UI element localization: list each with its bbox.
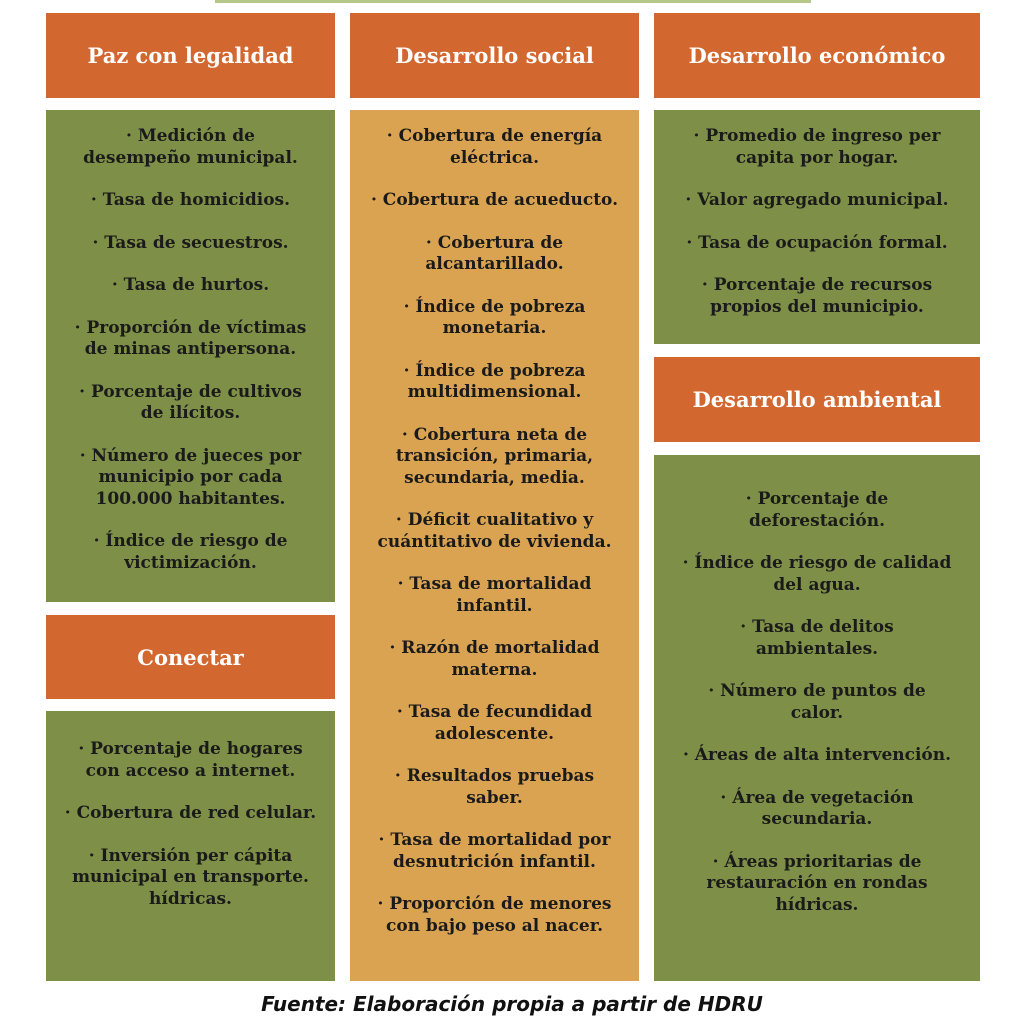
list-item: · Tasa de fecundidad adolescente. [396, 702, 593, 744]
list-item: · Índice de riesgo de victimización. [93, 531, 288, 573]
header-conectar [46, 615, 335, 699]
header-desarrollo-ambiental [654, 357, 980, 442]
header-desarrollo-social [350, 13, 639, 98]
list-item: · Cobertura de alcantarillado. [425, 232, 564, 274]
list-item: · Áreas de alta intervención. [682, 745, 952, 765]
header-social-label: Desarrollo social [395, 43, 594, 68]
box-conectar [46, 711, 335, 981]
list-item: · Número de jueces por municipio por cada 100.000 habitantes. [79, 445, 302, 509]
box-desarrollo-economico [654, 110, 980, 344]
header-ambiental-label: Desarrollo ambiental [692, 387, 942, 412]
list-item: · Tasa de homicidios. [90, 190, 291, 210]
list-item: · Porcentaje de cultivos de ilícitos. [79, 381, 302, 423]
list-item: · Promedio de ingreso per capita por hogar. [693, 126, 941, 168]
box-paz-con-legalidad [46, 110, 335, 602]
list-item: · Índice de pobreza multidimensional. [403, 360, 586, 402]
header-economico-label: Desarrollo económico [688, 43, 946, 68]
list-item: · Resultados pruebas saber. [394, 766, 595, 808]
list-item: · Cobertura de red celular. [64, 803, 317, 823]
list-item: · Proporción de menores con bajo peso al nacer. [377, 894, 612, 936]
list-item: · Área de vegetación secundaria. [720, 787, 914, 829]
box-desarrollo-ambiental [654, 455, 980, 981]
list-item: · Tasa de delitos ambientales. [740, 617, 894, 659]
list-item: · Áreas prioritarias de restauración en rondas hídricas. [706, 851, 928, 915]
list-item: · Índice de riesgo de calidad del agua. [682, 553, 952, 595]
list-item: · Cobertura de acueducto. [370, 190, 619, 210]
list-item: · Déficit cualitativo y cuántitativo de vivienda. [377, 510, 612, 552]
list-item: · Valor agregado municipal. [685, 190, 949, 210]
list-item: · Tasa de ocupación formal. [686, 232, 948, 253]
header-desarrollo-economico [654, 13, 980, 98]
list-item: · Razón de mortalidad materna. [389, 638, 600, 680]
list-item: · Tasa de hurtos. [111, 275, 270, 295]
top-decorative-bar [215, 0, 811, 3]
header-paz-con-legalidad [46, 13, 335, 98]
header-conectar-label: Conectar [137, 644, 244, 670]
list-item: · Porcentaje de recursos propios del municipio. [701, 275, 933, 317]
list-item: · Índice de pobreza monetaria. [403, 296, 586, 338]
source-caption: Fuente: Elaboración propia a partir de HDRU [261, 992, 763, 1016]
list-item: · Tasa de secuestros. [92, 232, 289, 253]
list-item: · Proporción de víctimas de minas antipersona. [74, 317, 307, 359]
box-desarrollo-social [350, 110, 639, 981]
list-item: · Tasa de mortalidad infantil. [397, 574, 592, 616]
header-paz-label: Paz con legalidad [87, 43, 294, 68]
list-item: · Cobertura neta de transición, primaria, secundaria, media. [395, 424, 594, 488]
list-item: · Medición de desempeño municipal. [83, 126, 298, 168]
list-item: · Número de puntos de calor. [708, 681, 926, 723]
list-item: · Tasa de mortalidad por desnutrición infantil. [378, 830, 611, 872]
list-item: · Inversión per cápita municipal en transporte. hídricas. [72, 845, 309, 909]
list-item: · Porcentaje de deforestación. [745, 489, 889, 531]
list-item: · Porcentaje de hogares con acceso a internet. [78, 739, 303, 781]
list-item: · Cobertura de energía eléctrica. [386, 126, 603, 168]
